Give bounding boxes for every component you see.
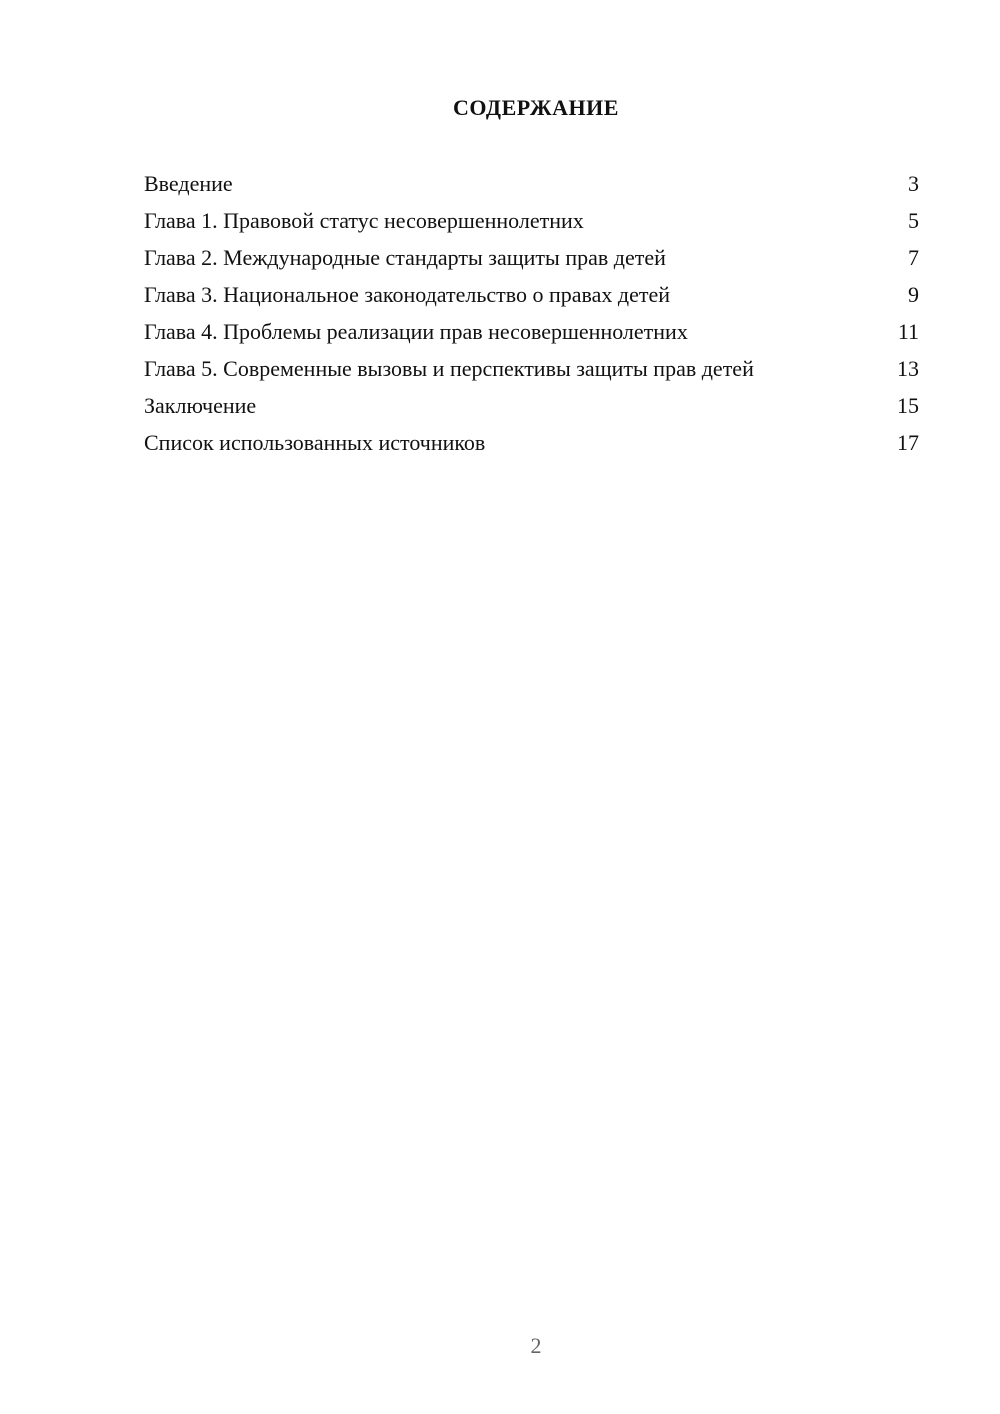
page-title: СОДЕРЖАНИЕ <box>453 95 619 120</box>
toc-entry-chapter-5[interactable] <box>144 355 919 383</box>
toc-entry-page: 5 <box>908 208 919 233</box>
toc-entry-introduction[interactable] <box>144 170 919 198</box>
toc-entry-page: 9 <box>908 282 919 307</box>
toc-entry-chapter-1[interactable] <box>144 207 919 235</box>
toc-entry-page: 13 <box>897 356 919 381</box>
toc-entry-label: Список использованных источников <box>144 430 486 455</box>
toc-entry-conclusion[interactable] <box>144 392 919 420</box>
toc-entry-references[interactable] <box>144 429 919 457</box>
table-of-contents <box>144 170 919 466</box>
toc-entry-label: Заключение <box>144 393 257 418</box>
toc-entry-label: Глава 5. Современные вызовы и перспективы защиты прав детей <box>144 356 754 381</box>
toc-entry-page: 11 <box>897 319 919 344</box>
page-number: 2 <box>530 1333 542 1358</box>
toc-entry-page: 15 <box>897 393 919 418</box>
toc-entry-label: Глава 4. Проблемы реализации прав несовершеннолетних <box>144 319 688 344</box>
toc-entry-label: Введение <box>144 171 233 196</box>
toc-entry-chapter-4[interactable] <box>144 318 919 346</box>
toc-entry-chapter-3[interactable] <box>144 281 919 309</box>
toc-entry-label: Глава 2. Международные стандарты защиты прав детей <box>144 245 666 270</box>
toc-entry-label: Глава 3. Национальное законодательство о правах детей <box>144 282 670 307</box>
toc-entry-page: 17 <box>897 430 919 455</box>
toc-entry-label: Глава 1. Правовой статус несовершеннолетних <box>144 208 584 233</box>
toc-entry-chapter-2[interactable] <box>144 244 919 272</box>
toc-entry-page: 3 <box>908 171 919 196</box>
toc-entry-page: 7 <box>908 245 919 270</box>
